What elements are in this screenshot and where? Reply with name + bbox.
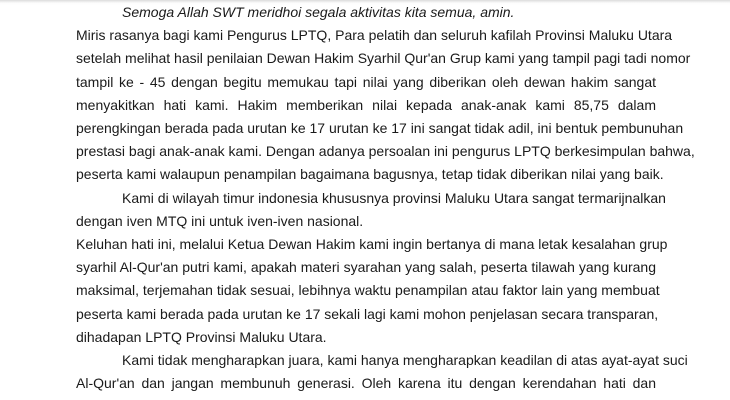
doc-line: menyakitkan hati kami. Hakim memberikan nilai kepada anak-anak kami 85,75 dalam [76, 96, 656, 113]
doc-line: peserta kami walaupun penampilan bagaimana bagusnya, tetap tidak diberikan nilai yang baik. [76, 166, 664, 183]
doc-line: maksimal, terjemahan tidak sesuai, lebihnya waktu penampilan atau faktor lain yang membuat [76, 282, 660, 299]
doc-line: setelah melihat hasil penilaian Dewan Hakim Syarhil Qur'an Grup kami yang tampil pagi tadi nomor [76, 50, 691, 67]
doc-line: syarhil Al-Qur'an putri kami, apakah materi syarahan yang salah, peserta tilawah yang kurang [76, 259, 656, 276]
doc-line: dihadapan LPTQ Provinsi Maluku Utara. [76, 328, 327, 345]
doc-line: Miris rasanya bagi kami Pengurus LPTQ, Para pelatih dan seluruh kafilah Provinsi Maluku Utara [76, 27, 673, 44]
doc-line: dengan iven MTQ ini untuk iven-iven nasional. [76, 212, 364, 229]
doc-line-paragraph-start: Kami tidak mengharapkan juara, kami hanya mengharapkan keadilan di atas ayat-ayat suci [122, 352, 688, 368]
doc-line-paragraph-start: Kami di wilayah timur indonesia khususnya provinsi Maluku Utara sangat termarijnalkan [122, 189, 666, 206]
doc-line: tampil ke - 45 dengan begitu memukau tapi nilai yang diberikan oleh dewan hakim sangat [76, 73, 656, 90]
doc-line: perengkingan berada pada urutan ke 17 urutan ke 17 ini sangat tidak adil, ini bentuk pembunuhan [76, 120, 684, 136]
doc-line: prestasi bagi anak-anak kami. Dengan adanya persoalan ini pengurus LPTQ berkesimpulan bahwa, [76, 143, 695, 160]
doc-line: Keluhan hati ini, melalui Ketua Dewan Hakim kami ingin bertanya di mana letak kesalahan grup [76, 236, 668, 252]
doc-line: peserta kami berada pada urutan ke 17 sekali lagi kami mohon penjelasan secara transparan, [76, 305, 659, 322]
doc-line-greeting: Semoga Allah SWT meridhoi segala aktivitas kita semua, amin. [122, 4, 515, 20]
doc-line: Al-Qur'an dan jangan membunuh generasi. Oleh karena itu dengan kerendahan hati dan [76, 375, 656, 392]
